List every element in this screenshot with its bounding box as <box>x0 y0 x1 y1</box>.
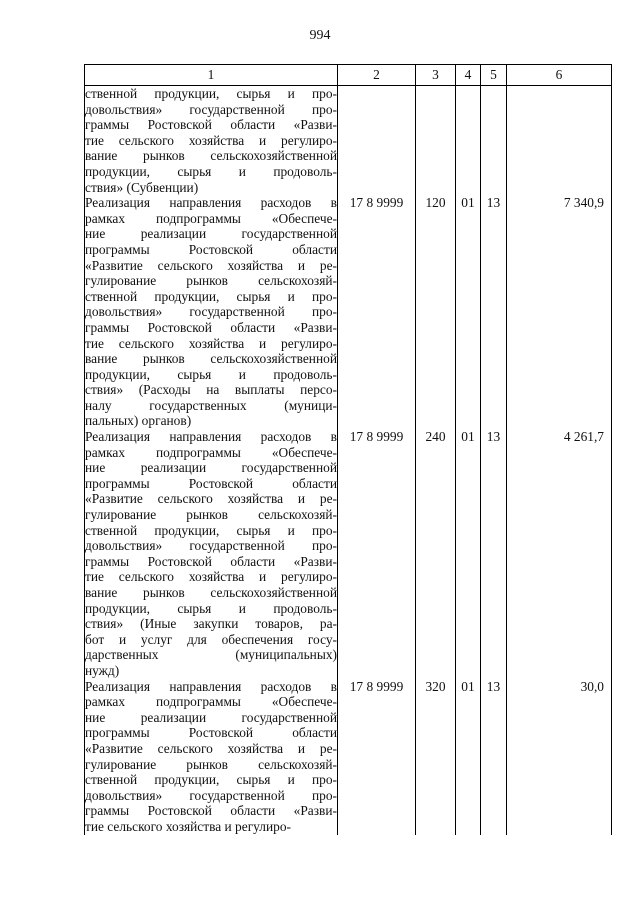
description-line: ственной продукции, сырья и про- <box>85 522 337 538</box>
expense-description <box>85 429 338 679</box>
description-line: Реализация направления расходов в <box>85 678 337 694</box>
description-line: «Развитие сельского хозяйства и ре- <box>85 257 337 273</box>
section-code: 01 <box>456 429 481 679</box>
header-cell-1: 1 <box>85 65 338 86</box>
section-code <box>456 86 481 196</box>
header-cell-6: 6 <box>507 65 612 86</box>
description-line: вание рынков сельскохозяйственной <box>85 351 337 367</box>
budget-table <box>84 64 612 835</box>
description-line: «Развитие сельского хозяйства и ре- <box>85 740 337 756</box>
description-line: продукции, сырья и продоволь- <box>85 366 337 382</box>
description-line: довольствия» государственной про- <box>85 787 337 803</box>
expense-description <box>85 195 338 429</box>
table-row <box>85 679 612 835</box>
description-line: гулирование рынков сельскохозяй- <box>85 756 337 772</box>
description-line: граммы Ростовской области «Разви- <box>85 553 337 569</box>
description-line: рамках подпрограммы «Обеспече- <box>85 210 337 226</box>
table-body <box>85 86 612 835</box>
expense-type-code <box>416 86 456 196</box>
amount-value <box>507 86 612 196</box>
amount-value: 7 340,9 <box>507 195 612 429</box>
description-line: рамках подпрограммы «Обеспече- <box>85 694 337 710</box>
header-cell-4: 4 <box>456 65 481 86</box>
amount-value: 4 261,7 <box>507 429 612 679</box>
description-line: вание рынков сельскохозяйственной <box>85 585 337 600</box>
target-article-code: 17 8 9999 <box>338 429 416 679</box>
table-row <box>85 86 612 196</box>
description-line: бот и услуг для обеспечения госу- <box>85 631 337 647</box>
header-cell-5: 5 <box>481 65 507 86</box>
description-line: ние реализации государственной <box>85 226 337 242</box>
description-line: гулирование рынков сельскохозяй- <box>85 273 337 289</box>
description-line: Реализация направления расходов в <box>85 195 337 211</box>
amount-value: 30,0 <box>507 679 612 835</box>
description-line: довольствия» государственной про- <box>85 101 337 117</box>
description-line: налу государственных (муници- <box>85 397 337 413</box>
description-line: программы Ростовской области <box>85 725 337 741</box>
description-line: продукции, сырья и продоволь- <box>85 600 337 616</box>
table-row <box>85 429 612 679</box>
subsection-code: 13 <box>481 195 507 429</box>
section-code: 01 <box>456 195 481 429</box>
expense-description <box>85 86 338 196</box>
target-article-code: 17 8 9999 <box>338 195 416 429</box>
header-row <box>85 65 612 86</box>
table-row <box>85 195 612 429</box>
description-line: тие сельского хозяйства и регулиро- <box>85 818 291 834</box>
description-line: ствия» (Иные закупки товаров, ра- <box>85 616 337 632</box>
description-line: граммы Ростовской области «Разви- <box>85 117 337 133</box>
target-article-code <box>338 86 416 196</box>
description-line: довольствия» государственной про- <box>85 538 337 554</box>
expense-type-code: 240 <box>416 429 456 679</box>
description-line: ственной продукции, сырья и про- <box>85 288 337 304</box>
description-line: пальных) органов) <box>85 413 192 429</box>
expense-description <box>85 679 338 835</box>
description-line: тие сельского хозяйства и регулиро- <box>85 132 337 148</box>
description-line: ствия» (Расходы на выплаты персо- <box>85 382 337 398</box>
description-line: ственной продукции, сырья и про- <box>85 772 337 788</box>
description-line: граммы Ростовской области «Разви- <box>85 319 337 335</box>
description-line: ственной продукции, сырья и про- <box>85 86 337 101</box>
description-line: довольствия» государственной про- <box>85 304 337 320</box>
expense-type-code: 320 <box>416 679 456 835</box>
target-article-code: 17 8 9999 <box>338 679 416 835</box>
description-line: гулирование рынков сельскохозяй- <box>85 507 337 523</box>
description-line: тие сельского хозяйства и регулиро- <box>85 569 337 585</box>
description-line: программы Ростовской области <box>85 241 337 257</box>
description-line: программы Ростовской области <box>85 475 337 491</box>
description-line: вание рынков сельскохозяйственной <box>85 148 337 164</box>
description-line: тие сельского хозяйства и регулиро- <box>85 335 337 351</box>
description-line: продукции, сырья и продоволь- <box>85 163 337 179</box>
description-line: граммы Ростовской области «Разви- <box>85 803 337 819</box>
header-cell-3: 3 <box>416 65 456 86</box>
page-number: 994 <box>309 28 331 43</box>
subsection-code: 13 <box>481 429 507 679</box>
section-code: 01 <box>456 679 481 835</box>
description-line: нужд) <box>85 662 120 678</box>
description-line: Реализация направления расходов в <box>85 429 337 445</box>
description-line: ствия» (Субвенции) <box>85 179 199 195</box>
expense-type-code: 120 <box>416 195 456 429</box>
description-line: дарственных (муниципальных) <box>85 647 337 663</box>
subsection-code: 13 <box>481 679 507 835</box>
subsection-code <box>481 86 507 196</box>
description-line: рамках подпрограммы «Обеспече- <box>85 444 337 460</box>
header-cell-2: 2 <box>338 65 416 86</box>
description-line: ние реализации государственной <box>85 460 337 476</box>
description-line: ние реализации государственной <box>85 709 337 725</box>
description-line: «Развитие сельского хозяйства и ре- <box>85 491 337 507</box>
